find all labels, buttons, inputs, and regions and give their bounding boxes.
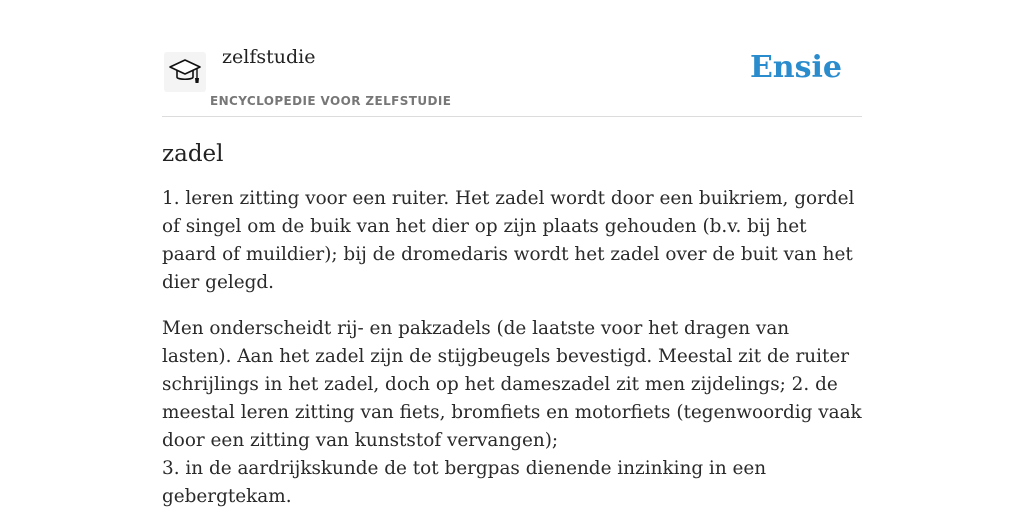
definition-paragraph xyxy=(162,315,862,511)
page xyxy=(162,0,862,511)
site-header xyxy=(162,0,862,117)
site-tagline: ENCYCLOPEDIE VOOR ZELFSTUDIE xyxy=(210,94,452,108)
definition-paragraph-text: Men onderscheidt rij- en pakzadels (de laatste voor het dragen van lasten). Aan het zadel zijn de stijgbeugels bevestigd. Meestal zit de ruiter schrijlings in het zadel, doch op het dameszadel zit men zijdelings; 2. de meestal leren zitting van fiets, bromfiets en motorfiets (tegenwoordig vaak door een zitting van kunststof vervangen); xyxy=(162,318,862,451)
brand-logo[interactable]: Ensie xyxy=(749,50,842,85)
definition-paragraph: 1. leren zitting voor een ruiter. Het zadel wordt door een buikriem, gordel of singel om de buik van het dier op zijn plaats gehouden (b.v. bij het paard of muildier); bij de dromedaris wordt het zadel over de buit van het dier gelegd. xyxy=(162,188,855,293)
site-name[interactable]: zelfstudie xyxy=(222,46,316,68)
definition-body xyxy=(162,185,862,511)
definition-paragraph-text: 3. in de aardrijkskunde de tot bergpas dienende inzinking in een gebergtekam. xyxy=(162,458,767,507)
graduation-cap-icon[interactable] xyxy=(164,52,206,92)
graduation-cap-icon-graphic xyxy=(168,56,202,88)
term-title: zadel xyxy=(162,141,224,167)
